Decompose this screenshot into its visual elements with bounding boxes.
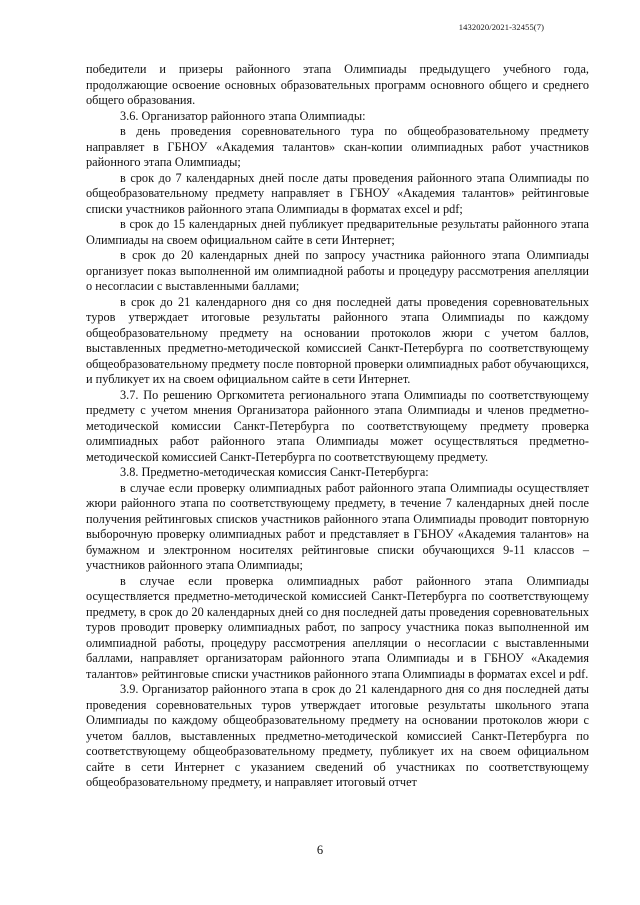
document-registration-number: 1432020/2021-32455(7)	[458, 22, 544, 32]
paragraph: в срок до 15 календарных дней публикует предварительные результаты районного этапа Олимпиады на своем официальном сайте в сети Интернет;	[86, 217, 589, 247]
paragraph: в случае если проверку олимпиадных работ районного этапа Олимпиады осуществляет жюри районного этапа по соответствующему предмету, в течение 7 календарных дней после получения рейтинговых списков участников районного этапа Олимпиады проводит повторную выборочную проверку олимпиадных работ и представляет в ГБНОУ «Академия талантов» на бумажном и электронном носителях рейтинговые списки обучающихся 9-11 классов – участников районного этапа Олимпиады;	[86, 480, 589, 572]
section-3-8-heading: 3.8. Предметно-методическая комиссия Санкт-Петербурга:	[120, 465, 429, 479]
page-number: 6	[316, 843, 324, 857]
section-3-7: 3.7. По решению Оргкомитета регионального этапа Олимпиады по соответствующему предмету с учетом мнения Организатора районного этапа Олимпиады и членов предметно-методической комиссии Санкт-Петербурга по соответствующему предмету проверка олимпиадных работ районного этапа Олимпиады может осуществляться предметно-методической комиссией Санкт-Петербурга по соответствующему предмету.	[86, 387, 589, 464]
section-3-6-heading: 3.6. Организатор районного этапа Олимпиады:	[120, 108, 366, 123]
section-3-9: 3.9. Организатор районного этапа в срок до 21 календарного дня со дня последней даты проведения соревновательных туров утверждает итоговые результаты школьного этапа Олимпиады по каждому общеобразовательному предмету на основании протоколов жюри с учетом баллов, выставленных предметно-методической комиссией Санкт-Петербурга по соответствующему общеобразовательному предмету, публикует их на своем официальном сайте в сети Интернет с указанием сведений об участниках по соответствующему общеобразовательному предмету, и направляет итоговый отчет	[86, 682, 589, 789]
paragraph: в случае если проверка олимпиадных работ районного этапа Олимпиады осуществляется предметно-методической комиссией Санкт-Петербурга по соответствующему предмету, в срок до 20 календарных дней со дня последней даты проведения соревновательных туров проводит проверку олимпиадных работ, по запросу участника показ выполненной им олимпиадной работы, процедуру рассмотрения апелляции о несогласии с выставленными баллами, направляет организаторам районного этапа Олимпиады и в ГБНОУ «Академия талантов» рейтинговые списки участников районного этапа Олимпиады в форматах excel и pdf.	[86, 573, 589, 681]
document-body	[86, 62, 589, 791]
paragraph: в день проведения соревновательного тура по общеобразовательному предмету направляет в ГБНОУ «Академия талантов» скан-копии олимпиадных работ участников районного этапа Олимпиады;	[86, 124, 589, 169]
paragraph-continuation: победители и призеры районного этапа Олимпиады предыдущего учебного года, продолжающие освоение основных образовательных программ основного общего и среднего общего образования.	[86, 62, 589, 107]
paragraph: в срок до 20 календарных дней по запросу участника районного этапа Олимпиады организует показ выполненной им олимпиадной работы и процедуру рассмотрения апелляции о несогласии с выставленными баллами;	[86, 248, 589, 293]
paragraph: в срок до 21 календарного дня со дня последней даты проведения соревновательных туров утверждает итоговые результаты районного этапа Олимпиады по каждому общеобразовательному предмету на основании протоколов жюри с учетом баллов, выставленных предметно-методической комиссией Санкт-Петербурга по соответствующему общеобразовательному предмету после повторной проверки олимпиадных работ обучающихся, и публикует их на своем официальном сайте в сети Интернет.	[86, 294, 589, 386]
paragraph: в срок до 7 календарных дней после даты проведения районного этапа Олимпиады по общеобразовательному предмету направляет в ГБНОУ «Академия талантов» рейтинговые списки участников районного этапа Олимпиады в форматах excel и pdf;	[86, 170, 589, 216]
